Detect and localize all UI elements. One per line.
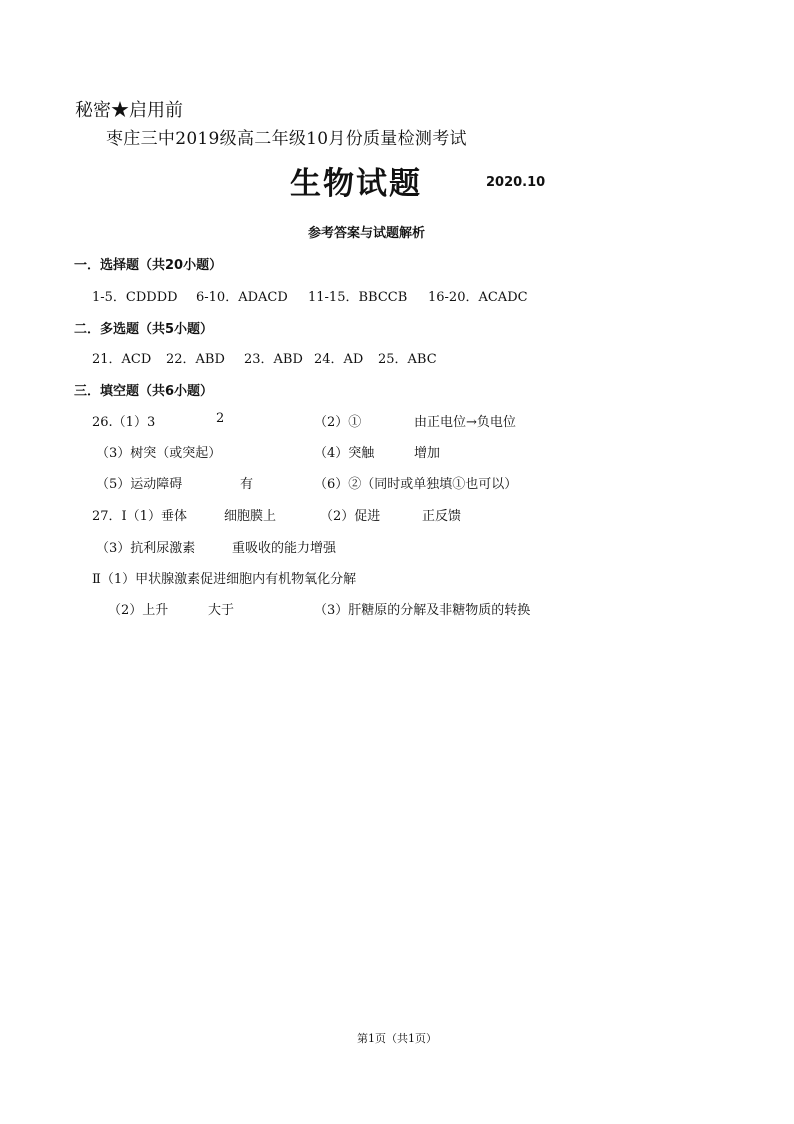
page-title: 生物试题 — [290, 166, 422, 202]
answer-cell: Ⅱ（1）甲状腺激素促进细胞内有机物氧化分解 — [92, 572, 357, 587]
section-multi-title: 二．多选题（共5小题） — [74, 322, 214, 337]
answer-cell: 重吸收的能力增强 — [232, 541, 337, 556]
answer-group: 16-20．ACADC — [428, 290, 528, 305]
answer-cell: （2）促进 — [320, 509, 381, 524]
section-choice-title: 一．选择题（共20小题） — [74, 258, 223, 273]
answer-cell: （3）树突（或突起） — [96, 446, 222, 461]
answer-cell: （3）肝糖原的分解及非糖物质的转换 — [314, 603, 531, 618]
answer-cell: （2）① — [314, 415, 362, 430]
answer-item: 21．ACD — [92, 352, 152, 367]
answer-cell: （2）上升 — [108, 603, 169, 618]
answer-group: 11-15．BBCCB — [308, 290, 408, 305]
confidential-mark: 秘密★启用前 — [75, 100, 183, 121]
answer-cell: 27．Ⅰ（1）垂体 — [92, 509, 187, 524]
answer-cell: 有 — [240, 477, 254, 492]
section-fill-title: 三．填空题（共6小题） — [74, 384, 214, 399]
answer-cell: （4）突触 — [314, 446, 375, 461]
answer-cell: 2 — [216, 411, 225, 426]
answer-group: 6-10．ADACD — [196, 290, 288, 305]
answer-cell: （3）抗利尿激素 — [96, 541, 196, 556]
answer-cell: 正反馈 — [422, 509, 462, 524]
answer-cell: （5）运动障碍 — [96, 477, 183, 492]
answer-cell: 增加 — [414, 446, 441, 461]
exam-date: 2020.10 — [486, 175, 546, 190]
answer-cell: 由正电位→负电位 — [414, 415, 516, 430]
answer-cell: （6）②（同时或单独填①也可以） — [314, 477, 518, 492]
answer-cell: 大于 — [208, 603, 235, 618]
answer-group: 1-5．CDDDD — [92, 290, 178, 305]
answer-cell: 细胞膜上 — [224, 509, 277, 524]
exam-subtitle: 枣庄三中2019级高二年级10月份质量检测考试 — [106, 129, 467, 149]
answer-item: 25．ABC — [378, 352, 437, 367]
answer-item: 24．AD — [314, 352, 364, 367]
page-footer: 第1页（共1页） — [357, 1032, 437, 1045]
answer-item: 23．ABD — [244, 352, 303, 367]
answer-cell: 26.（1）3 — [92, 415, 156, 430]
answer-item: 22．ABD — [166, 352, 225, 367]
answer-heading: 参考答案与试题解析 — [308, 226, 426, 241]
